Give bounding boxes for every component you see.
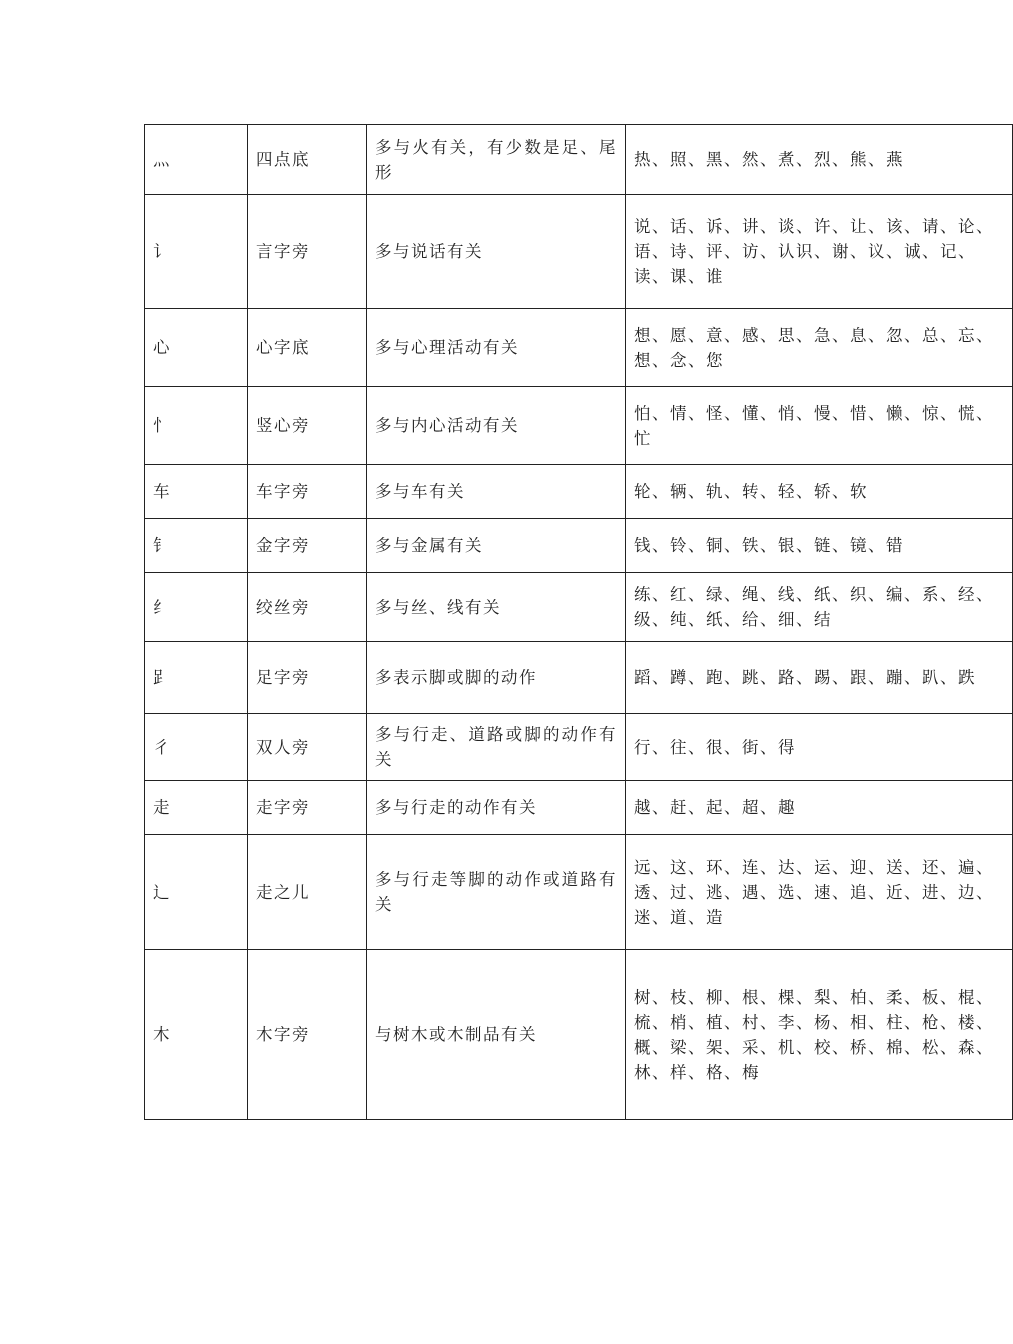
radical-cell: 彳 (145, 714, 248, 781)
examples-cell: 蹈、蹲、跑、跳、路、踢、跟、蹦、趴、跌 (626, 642, 1013, 714)
table-row (145, 781, 1013, 835)
meaning-cell: 多与内心活动有关 (367, 387, 626, 465)
meaning-cell: 多与丝、线有关 (367, 573, 626, 642)
radical-name-cell: 竖心旁 (248, 387, 367, 465)
table-row (145, 465, 1013, 519)
meaning-cell: 与树木或木制品有关 (367, 950, 626, 1120)
table-row (145, 642, 1013, 714)
radical-cell: 忄 (145, 387, 248, 465)
radical-name-cell: 金字旁 (248, 519, 367, 573)
radical-cell: 纟 (145, 573, 248, 642)
radical-cell: 辶 (145, 835, 248, 950)
table-row (145, 125, 1013, 195)
radical-cell: 讠 (145, 195, 248, 309)
radical-cell: 车 (145, 465, 248, 519)
radical-name-cell: 双人旁 (248, 714, 367, 781)
examples-cell: 热、照、黑、然、煮、烈、熊、燕 (626, 125, 1013, 195)
radical-cell: 𧾷 (145, 642, 248, 714)
meaning-cell: 多与心理活动有关 (367, 309, 626, 387)
radical-name-cell: 走之儿 (248, 835, 367, 950)
table-row (145, 309, 1013, 387)
examples-cell: 想、愿、意、感、思、急、息、忽、总、忘、想、念、您 (626, 309, 1013, 387)
table-row (145, 519, 1013, 573)
meaning-cell: 多与行走、道路或脚的动作有关 (367, 714, 626, 781)
radical-cell: 走 (145, 781, 248, 835)
table-row (145, 573, 1013, 642)
radical-name-cell: 走字旁 (248, 781, 367, 835)
radical-table (144, 124, 1013, 1120)
table-row (145, 835, 1013, 950)
table-row (145, 950, 1013, 1120)
examples-cell: 说、话、诉、讲、谈、许、让、该、请、论、语、诗、评、访、认识、谢、议、诚、记、读、课、谁 (626, 195, 1013, 309)
radical-name-cell: 心字底 (248, 309, 367, 387)
meaning-cell: 多与说话有关 (367, 195, 626, 309)
meaning-cell: 多与车有关 (367, 465, 626, 519)
table-row (145, 714, 1013, 781)
radical-cell: 灬 (145, 125, 248, 195)
meaning-cell: 多表示脚或脚的动作 (367, 642, 626, 714)
examples-cell: 越、赶、起、超、趣 (626, 781, 1013, 835)
examples-cell: 行、往、很、街、得 (626, 714, 1013, 781)
radical-cell: 心 (145, 309, 248, 387)
radical-name-cell: 车字旁 (248, 465, 367, 519)
meaning-cell: 多与火有关，有少数是足、尾形 (367, 125, 626, 195)
examples-cell: 钱、铃、铜、铁、银、链、镜、错 (626, 519, 1013, 573)
examples-cell: 轮、辆、轨、转、轻、轿、软 (626, 465, 1013, 519)
radical-name-cell: 言字旁 (248, 195, 367, 309)
radical-name-cell: 足字旁 (248, 642, 367, 714)
examples-cell: 远、这、环、连、达、运、迎、送、还、遍、透、过、逃、遇、选、速、追、近、进、边、迷、道、造 (626, 835, 1013, 950)
radical-name-cell: 木字旁 (248, 950, 367, 1120)
table-row (145, 387, 1013, 465)
radical-name-cell: 四点底 (248, 125, 367, 195)
meaning-cell: 多与金属有关 (367, 519, 626, 573)
examples-cell: 怕、情、怪、懂、悄、慢、惜、懒、惊、慌、忙 (626, 387, 1013, 465)
radical-cell: 木 (145, 950, 248, 1120)
radical-cell: 钅 (145, 519, 248, 573)
meaning-cell: 多与行走的动作有关 (367, 781, 626, 835)
meaning-cell: 多与行走等脚的动作或道路有关 (367, 835, 626, 950)
examples-cell: 练、红、绿、绳、线、纸、织、编、系、经、级、纯、纸、给、细、结 (626, 573, 1013, 642)
table-row (145, 195, 1013, 309)
examples-cell: 树、枝、柳、根、棵、梨、柏、柔、板、棍、梳、梢、植、村、李、杨、相、柱、枪、楼、概、梁、架、采、机、校、桥、棉、松、森、林、样、格、梅 (626, 950, 1013, 1120)
radical-name-cell: 绞丝旁 (248, 573, 367, 642)
